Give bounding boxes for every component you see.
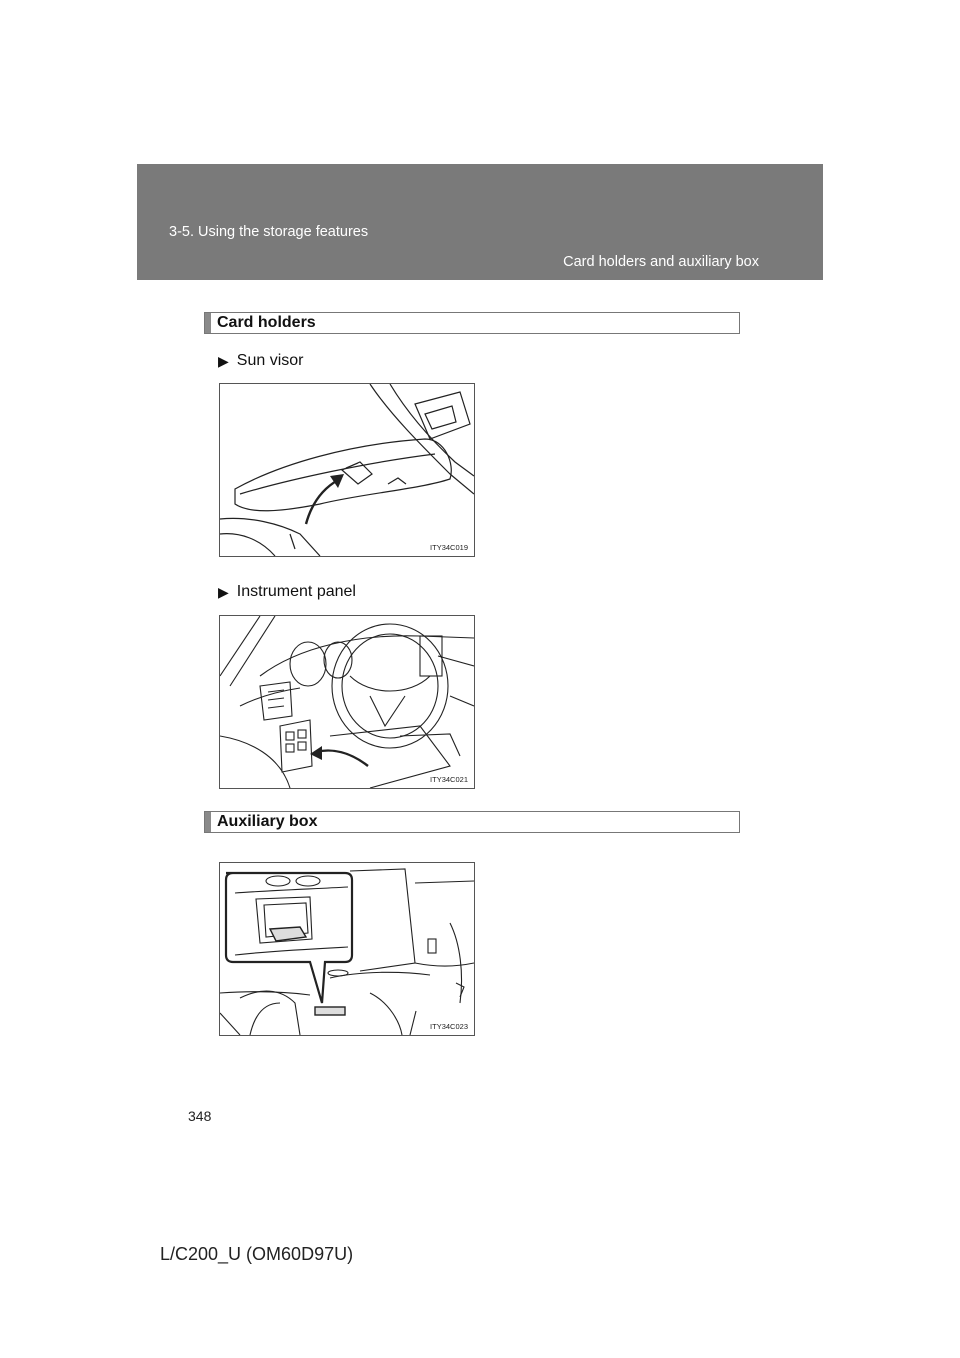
bullet-instrument-panel — [218, 583, 356, 601]
figure-auxiliary-box — [219, 862, 475, 1036]
heading-card-holders — [204, 312, 740, 334]
heading-marker — [205, 313, 211, 333]
figure-sun-visor — [219, 383, 475, 557]
triangle-bullet-icon: ▶ — [218, 352, 229, 369]
bullet-label: Instrument panel — [236, 583, 356, 600]
heading-marker — [205, 812, 211, 832]
section-title: 3-5. Using the storage features — [169, 224, 369, 240]
bullet-sun-visor — [218, 352, 303, 370]
page-header — [137, 164, 823, 280]
figure-code: ITY34C021 — [430, 775, 468, 784]
figure-code: ITY34C019 — [430, 543, 468, 552]
auxiliary-box-illustration — [220, 863, 474, 1035]
bullet-label: Sun visor — [236, 352, 304, 369]
instrument-panel-illustration — [220, 616, 474, 788]
figure-code: ITY34C023 — [430, 1022, 468, 1031]
heading-text: Card holders — [217, 314, 316, 331]
heading-auxiliary-box — [204, 811, 740, 833]
triangle-bullet-icon: ▶ — [218, 583, 229, 600]
heading-text: Auxiliary box — [217, 813, 318, 830]
figure-instrument-panel — [219, 615, 475, 789]
topic-title: Card holders and auxiliary box — [563, 254, 759, 270]
page-number: 348 — [188, 1108, 212, 1124]
document-id: L/C200_U (OM60D97U) — [160, 1244, 354, 1264]
sun-visor-illustration — [220, 384, 474, 556]
